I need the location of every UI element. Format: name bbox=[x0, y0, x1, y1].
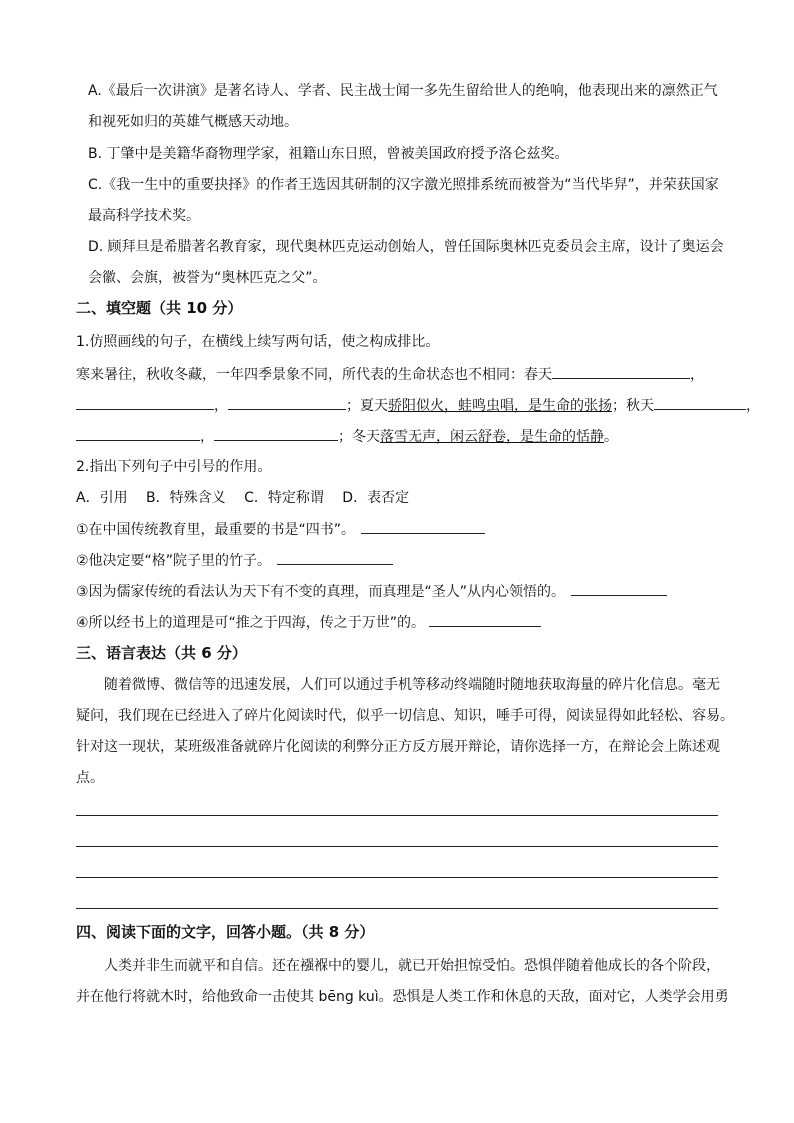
q2-item-2: ②他决定要“格”院子里的竹子。 bbox=[76, 550, 393, 571]
option-a-line1: A.《最后一次讲演》是著名诗人、学者、民主战士闻一多先生留给世人的绝响，他表现出来的凛然正气 bbox=[88, 83, 718, 99]
q1-prompt: 1.仿照画线的句子，在横线上续写两句话，使之构成排比。 bbox=[76, 334, 440, 350]
q2-item-1: ①在中国传统教育里，最重要的书是“四书”。 bbox=[76, 519, 485, 540]
answer-line-4[interactable] bbox=[76, 908, 718, 909]
section-3-paragraph-line4: 点。 bbox=[76, 770, 104, 786]
section-4-paragraph-line1: 人类并非生而就平和自信。还在襁褓中的婴儿，就已开始担惊受怕。恐惧伴随着他成长的各个阶段， bbox=[104, 958, 720, 974]
answer-blank-3[interactable] bbox=[571, 581, 667, 596]
autumn-blank-3[interactable] bbox=[214, 426, 338, 441]
answer-blank-1[interactable] bbox=[361, 519, 485, 534]
q1-line3: ， ；冬天落雪无声，闲云舒卷，是生命的恬静。 bbox=[76, 426, 618, 447]
q1-stem: 寒来暑往，秋收冬藏，一年四季景象不同，所代表的生命状态也不相同：春天 bbox=[76, 367, 552, 383]
option-a-line2: 和视死如归的英雄气概感天动地。 bbox=[88, 114, 298, 130]
underlined-sentence-summer: 骄阳似火，蛙鸣虫唱，是生命的张扬 bbox=[388, 398, 612, 414]
spring-blank[interactable] bbox=[552, 364, 690, 379]
option-c-line2: 最高科学技术奖。 bbox=[88, 208, 200, 224]
q2-item-4: ④所以经书上的道理是可“推之于四海，传之于万世”的。 bbox=[76, 612, 541, 633]
answer-blank-2[interactable] bbox=[277, 550, 393, 565]
option-d-line1: D. 顾拜旦是希腊著名教育家，现代奥林匹克运动创始人，曾任国际奥林匹克委员会主席，设计了奥运会 bbox=[88, 239, 724, 255]
option-b: B. 丁肇中是美籍华裔物理学家，祖籍山东日照，曾被美国政府授予洛仑兹奖。 bbox=[88, 146, 569, 162]
section-2-heading: 二、填空题（共 10 分） bbox=[76, 299, 243, 317]
q2-choices: A．引用 B．特殊含义 C．特定称谓 D．表否定 bbox=[76, 490, 410, 506]
answer-line-3[interactable] bbox=[76, 877, 718, 878]
section-3-paragraph-line1: 随着微博、微信等的迅速发展，人们可以通过手机等移动终端随时随地获取海量的碎片化信息。毫无 bbox=[104, 677, 720, 693]
autumn-blank-2[interactable] bbox=[76, 426, 200, 441]
section-4-paragraph-line2: 并在他行将就木时，给他致命一击使其 bēng kuì。恐惧是人类工作和休息的天敌，面对它，人类学会用勇 bbox=[76, 989, 729, 1005]
q2-item-3: ③因为儒家传统的看法认为天下有不变的真理，而真理是“圣人”从内心领悟的。 bbox=[76, 581, 667, 602]
underlined-sentence-winter: 落雪无声，闲云舒卷，是生命的恬静 bbox=[380, 429, 604, 445]
option-d-line2: 会徽、会旗，被誉为“奥林匹克之父”。 bbox=[88, 270, 327, 286]
spring-blank-3[interactable] bbox=[228, 395, 346, 410]
section-3-heading: 三、语言表达（共 6 分） bbox=[76, 644, 247, 662]
q2-prompt: 2.指出下列句子中引号的作用。 bbox=[76, 459, 272, 475]
q1-line1: 寒来暑往，秋收冬藏，一年四季景象不同，所代表的生命状态也不相同：春天 ， bbox=[76, 364, 704, 385]
q1-line2: ， ；夏天骄阳似火，蛙鸣虫唱，是生命的张扬；秋天 ， bbox=[76, 395, 760, 416]
section-3-paragraph-line3: 针对这一现状，某班级准备就碎片化阅读的利弊分正方反方展开辩论，请你选择一方，在辩论会上陈述观 bbox=[76, 739, 720, 755]
option-c-line1: C.《我一生中的重要抉择》的作者王选因其研制的汉字激光照排系统而被誉为“当代毕舁”，并荣获国家 bbox=[88, 177, 719, 193]
section-3-paragraph-line2: 疑问，我们现在已经进入了碎片化阅读时代，似乎一切信息、知识，唾手可得，阅读显得如此轻松、容易。 bbox=[76, 708, 734, 724]
answer-line-2[interactable] bbox=[76, 846, 718, 847]
spring-blank-2[interactable] bbox=[76, 395, 214, 410]
section-4-heading: 四、阅读下面的文字，回答小题。（共 8 分） bbox=[76, 923, 375, 941]
answer-blank-4[interactable] bbox=[429, 612, 541, 627]
autumn-blank-1[interactable] bbox=[654, 395, 746, 410]
answer-line-1[interactable] bbox=[76, 815, 718, 816]
